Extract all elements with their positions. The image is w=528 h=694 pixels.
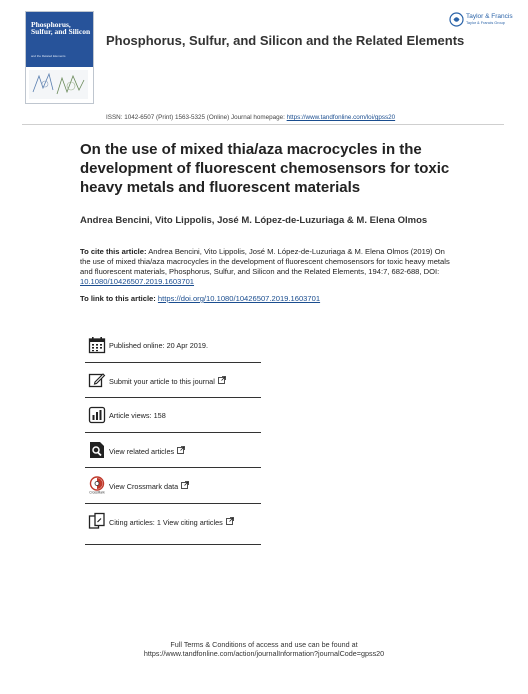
- journal-homepage-link[interactable]: https://www.tandfonline.com/loi/gpss20: [286, 114, 396, 121]
- calendar-icon: [88, 336, 106, 354]
- submit-article-row[interactable]: [85, 370, 261, 398]
- header-divider: [22, 124, 504, 125]
- published-online-label: Published online: 20 Apr 2019.: [109, 341, 208, 350]
- external-link-icon: [177, 446, 185, 454]
- cover-subtitle: and the Related Elements: [31, 54, 66, 58]
- citation-doi-link[interactable]: 10.1080/10426507.2019.1603701: [80, 277, 195, 286]
- footer-terms-link[interactable]: https://www.tandfonline.com/action/journalInformation?journalCode=gpss20: [143, 649, 385, 658]
- article-title: On the use of mixed thia/aza macrocycles in the development of fluorescent chemosensors for toxic heavy metals and fluorescent materials: [80, 141, 450, 196]
- crossmark-row[interactable]: [85, 475, 261, 503]
- taylor-francis-logo[interactable]: [449, 12, 528, 34]
- issn-text: ISSN: 1042-6507 (Print) 1563-5325 (Online) Journal homepage:: [106, 114, 287, 121]
- bar-chart-icon: [88, 406, 106, 424]
- external-link-icon: [181, 481, 189, 489]
- issn-line: [106, 114, 395, 121]
- citing-articles-icon: [88, 512, 106, 530]
- info-divider: [85, 362, 261, 363]
- citation-block: [80, 247, 452, 287]
- related-articles-row[interactable]: [85, 440, 261, 468]
- article-views-row: [85, 405, 261, 433]
- external-link-icon: [218, 376, 226, 384]
- journal-cover-image: [25, 11, 94, 104]
- info-divider: [85, 432, 261, 433]
- info-divider: [85, 397, 261, 398]
- publisher-logo-icon: [449, 12, 464, 27]
- footer-terms-text: Full Terms & Conditions of access and use can be found at: [170, 640, 358, 649]
- info-divider: [85, 503, 261, 504]
- publisher-tagline: Taylor & Francis Group: [466, 21, 505, 25]
- article-doi-link[interactable]: https://doi.org/10.1080/10426507.2019.1603701: [157, 294, 321, 303]
- article-authors: Andrea Bencini, Vito Lippolis, José M. López-de-Luzuriaga & M. Elena Olmos: [80, 215, 428, 226]
- citing-articles-row[interactable]: [85, 511, 261, 539]
- crossmark-icon: [88, 476, 106, 494]
- citation-text: Andrea Bencini, Vito Lippolis, José M. López-de-Luzuriaga & M. Elena Olmos (2019) On the use of mixed thia/aza macrocycles in the development of fluorescent chemosensors for toxic heavy metals and fluorescent materials, Phosphorus, Sulfur, and Silicon and the Related Elements, 194:7, 682-688, DOI:: [80, 247, 450, 276]
- related-articles-label[interactable]: View related articles: [109, 447, 175, 456]
- submit-article-label[interactable]: Submit your article to this journal: [109, 377, 215, 386]
- related-search-icon: [88, 441, 106, 459]
- journal-title[interactable]: Phosphorus, Sulfur, and Silicon and the Related Elements: [106, 33, 465, 48]
- published-online-row: [85, 335, 261, 363]
- cover-artwork: [29, 70, 88, 99]
- article-views-label: Article views: 158: [109, 411, 166, 420]
- link-label: To link to this article:: [80, 294, 158, 303]
- info-divider: [85, 544, 261, 545]
- article-link-line: [80, 294, 320, 303]
- citation-label: To cite this article:: [80, 247, 147, 256]
- edit-icon: [88, 371, 106, 389]
- citing-articles-label[interactable]: Citing articles: 1 View citing articles: [109, 518, 223, 527]
- crossmark-icon-text: CrossMark: [89, 490, 105, 494]
- external-link-icon: [226, 517, 234, 525]
- info-divider: [85, 467, 261, 468]
- publisher-name: Taylor & Francis: [466, 13, 513, 20]
- crossmark-label[interactable]: View Crossmark data: [109, 482, 179, 491]
- cover-title: Phosphorus, Sulfur, and Silicon: [31, 20, 91, 36]
